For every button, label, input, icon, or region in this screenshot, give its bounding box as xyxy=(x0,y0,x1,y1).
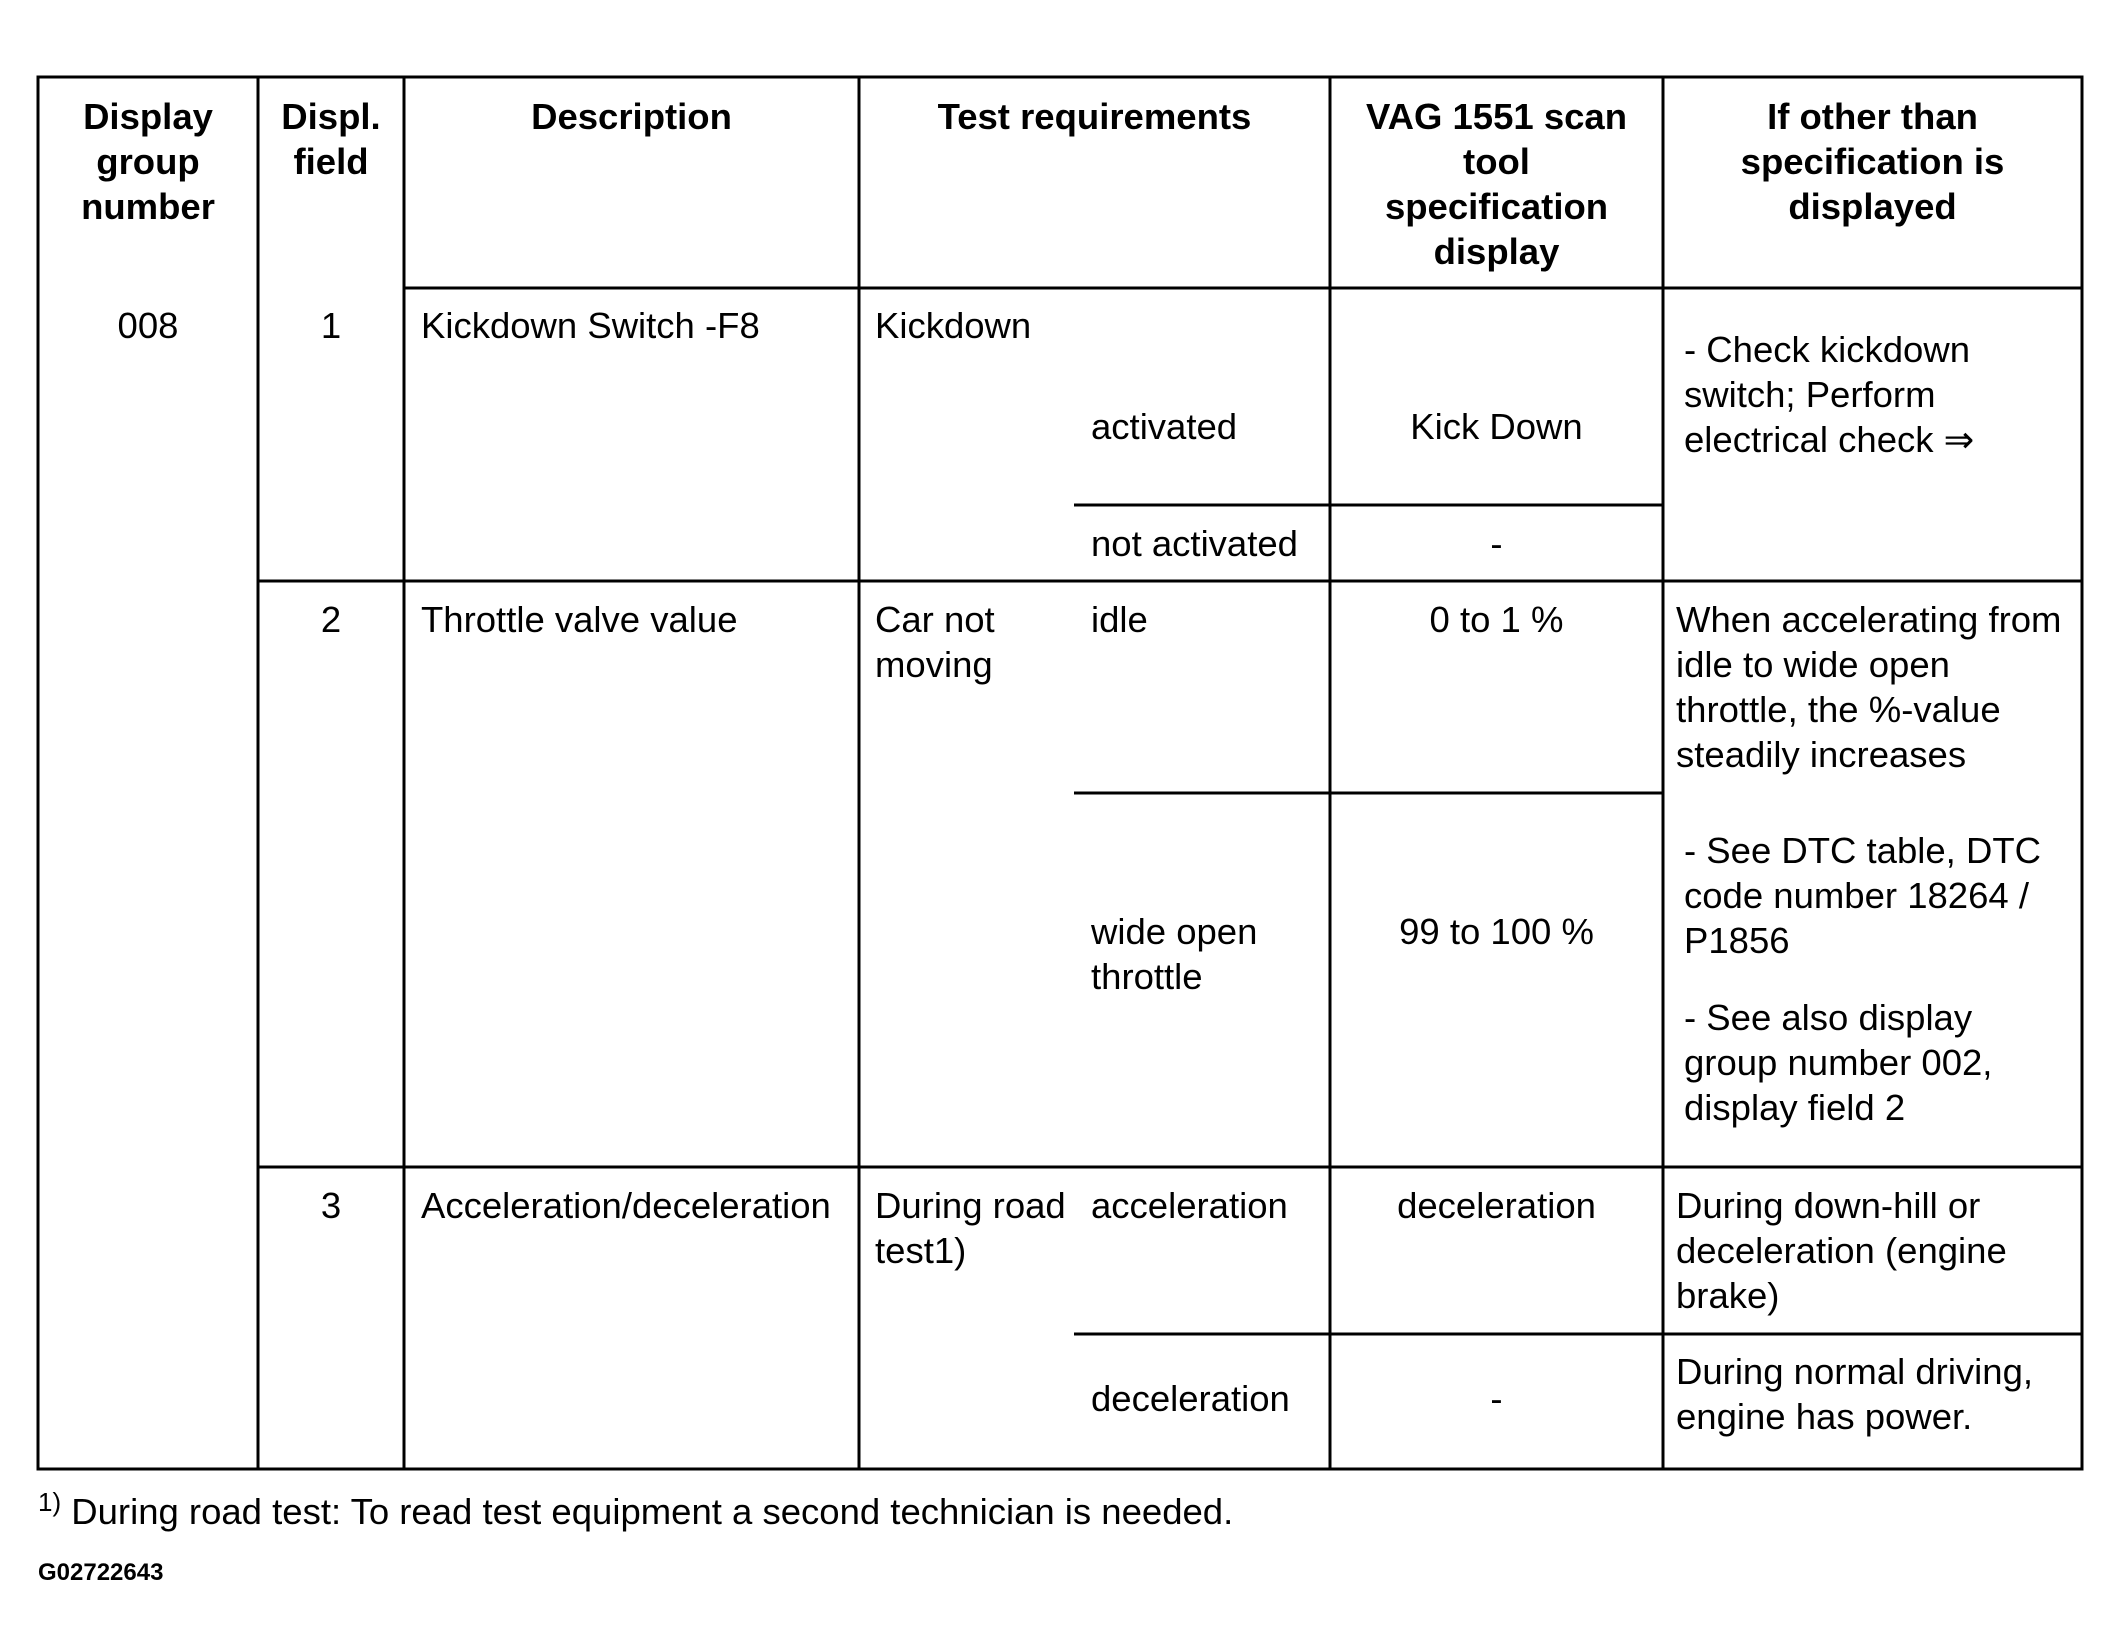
field-number-3: 3 xyxy=(320,1185,342,1226)
header-test-requirements: Test requirements xyxy=(937,96,1252,137)
condition-field-3: During road test1) xyxy=(875,1185,1066,1271)
spec-field-3-row-2: - xyxy=(1490,1378,1503,1419)
state-field-2-row-2: wide open throttle xyxy=(1091,911,1258,997)
remedy-field-3-note-1: During down-hill or deceleration (engine brake) xyxy=(1676,1185,2007,1316)
remedy-field-1: - Check kickdown switch; Perform electrical check ⇒ xyxy=(1684,329,1975,460)
condition-field-1: Kickdown xyxy=(875,305,1032,346)
spec-field-2-row-2: 99 to 100 % xyxy=(1399,911,1594,952)
header-spec-display: VAG 1551 scan tool specification display xyxy=(1365,96,1628,272)
figure-code: G02722643 xyxy=(38,1559,164,1586)
spec-field-3-row-1: deceleration xyxy=(1397,1185,1596,1226)
remedy-field-3-note-2: During normal driving, engine has power. xyxy=(1676,1351,2034,1437)
header-if-other: If other than specification is displayed xyxy=(1740,96,2005,227)
description-field-2: Throttle valve value xyxy=(421,599,738,640)
state-field-1-row-2: not activated xyxy=(1091,523,1298,564)
state-field-3-row-1: acceleration xyxy=(1091,1185,1288,1226)
header-description: Description xyxy=(531,96,732,137)
remedy-field-2-note-2: - See DTC table, DTC code number 18264 / P1856 xyxy=(1684,830,2041,961)
remedy-field-2-note-1: When accelerating from idle to wide open throttle, the %-value steadily increases xyxy=(1676,599,2062,775)
footnote-marker: 1) xyxy=(38,1487,62,1517)
remedy-field-2-note-3: - See also display group number 002, display field 2 xyxy=(1684,997,1993,1128)
description-field-3: Acceleration/deceleration xyxy=(421,1185,831,1226)
condition-field-2: Car not moving xyxy=(875,599,995,685)
footnote-text: During road test: To read test equipment a second technician is needed. xyxy=(61,1491,1234,1532)
group-number: 008 xyxy=(117,305,179,346)
spec-field-2-row-1: 0 to 1 % xyxy=(1429,599,1564,640)
header-displ-field: Displ. field xyxy=(281,96,381,182)
state-field-1-row-1: activated xyxy=(1091,406,1238,447)
field-number-2: 2 xyxy=(320,599,342,640)
field-number-1: 1 xyxy=(320,305,342,346)
spec-field-1-row-2: - xyxy=(1490,523,1503,564)
description-field-1: Kickdown Switch -F8 xyxy=(421,305,760,346)
footnote xyxy=(38,1480,1233,1534)
spec-field-1-row-1: Kick Down xyxy=(1410,406,1583,447)
state-field-3-row-2: deceleration xyxy=(1091,1378,1290,1419)
state-field-2-row-1: idle xyxy=(1091,599,1148,640)
header-display-group-number: Display group number xyxy=(81,96,215,227)
